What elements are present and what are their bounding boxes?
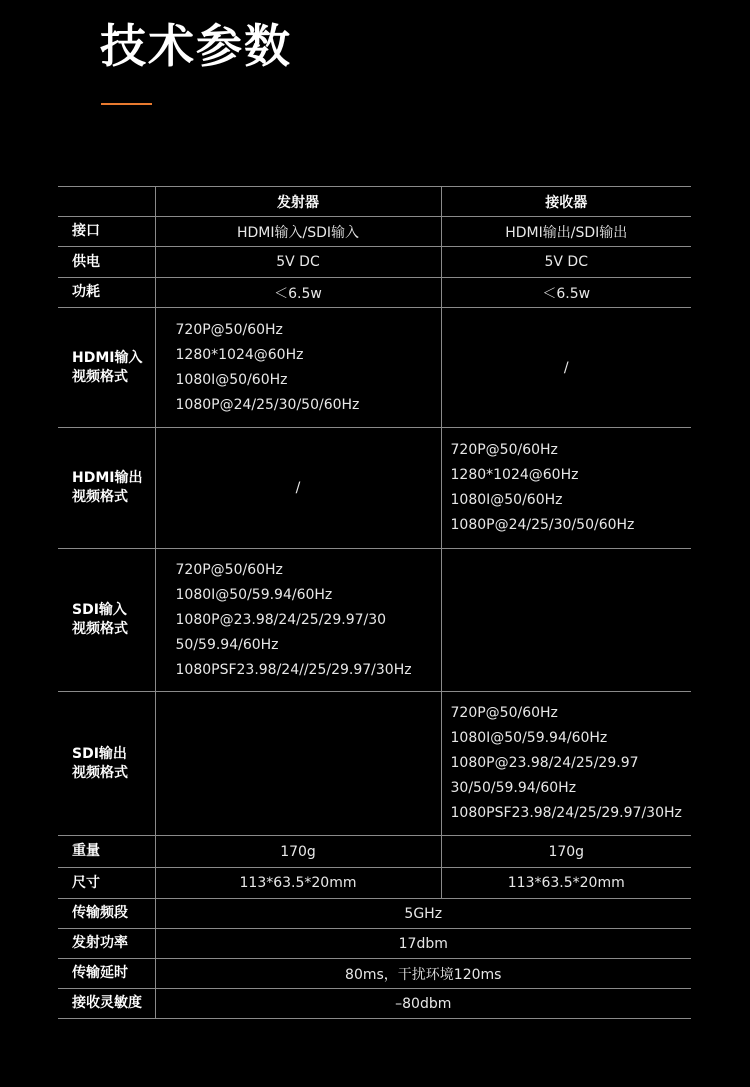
table-row xyxy=(58,989,691,1019)
format-line: 720P@50/60Hz xyxy=(450,705,558,721)
table-row xyxy=(58,428,691,549)
title-accent-line xyxy=(101,103,152,105)
sdi-in-rx xyxy=(441,549,691,692)
table-row xyxy=(58,959,691,989)
interface-rx: HDMI输出/SDI输出 xyxy=(441,217,691,247)
label-line: 视频格式 xyxy=(72,764,128,781)
row-label-weight: 重量 xyxy=(58,836,155,868)
table-row xyxy=(58,692,691,836)
row-label-sensitivity: 接收灵敏度 xyxy=(58,989,155,1019)
spec-table xyxy=(58,186,691,1019)
hdmi-in-rx: / xyxy=(441,308,691,428)
label-line: HDMI输出 xyxy=(72,470,143,486)
table-row xyxy=(58,868,691,899)
format-line: 1080P@24/25/30/50/60Hz xyxy=(450,517,635,533)
tx-power-value: 17dbm xyxy=(155,929,691,959)
row-label-size: 尺寸 xyxy=(58,868,155,899)
row-label-hdmi-out xyxy=(58,428,155,549)
table-row xyxy=(58,217,691,247)
format-line: 720P@50/60Hz xyxy=(450,442,558,458)
table-row xyxy=(58,549,691,692)
header-transmitter: 发射器 xyxy=(155,187,441,217)
size-tx: 113*63.5*20mm xyxy=(155,868,441,899)
format-line: 1080PSF23.98/24//25/29.97/30Hz xyxy=(175,661,412,678)
interface-tx: HDMI输入/SDI输入 xyxy=(155,217,441,247)
weight-rx: 170g xyxy=(441,836,691,868)
size-rx: 113*63.5*20mm xyxy=(441,868,691,899)
row-label-sdi-in xyxy=(58,549,155,692)
table-row xyxy=(58,278,691,308)
table-row xyxy=(58,899,691,929)
band-value: 5GHz xyxy=(155,899,691,929)
header-row xyxy=(58,187,691,217)
format-line: 30/50/59.94/60Hz xyxy=(450,780,577,796)
row-label-sdi-out xyxy=(58,692,155,836)
power-consumption-rx: ＜6.5w xyxy=(441,278,691,308)
row-label-hdmi-in xyxy=(58,308,155,428)
hdmi-out-tx: / xyxy=(155,428,441,549)
row-label-band: 传输频段 xyxy=(58,899,155,929)
sdi-out-rx-formats xyxy=(441,692,691,836)
latency-value: 80ms，干扰环境120ms xyxy=(155,959,691,989)
power-supply-tx: 5V DC xyxy=(155,247,441,278)
format-line: 1080PSF23.98/24/25/29.97/30Hz xyxy=(450,805,682,821)
format-line: 1280*1024@60Hz xyxy=(450,467,579,483)
format-line: 720P@50/60Hz xyxy=(175,321,283,338)
table-row xyxy=(58,929,691,959)
power-supply-rx: 5V DC xyxy=(441,247,691,278)
power-consumption-tx: ＜6.5w xyxy=(155,278,441,308)
format-line: 1280*1024@60Hz xyxy=(175,346,304,363)
sdi-in-tx-formats xyxy=(155,549,441,692)
format-line: 1080I@50/59.94/60Hz xyxy=(450,730,608,746)
row-label-latency: 传输延时 xyxy=(58,959,155,989)
label-line: 视频格式 xyxy=(72,368,128,385)
format-line: 50/59.94/60Hz xyxy=(175,636,279,653)
format-line: 1080I@50/59.94/60Hz xyxy=(175,586,333,603)
table-row xyxy=(58,247,691,278)
table-row xyxy=(58,836,691,868)
hdmi-out-rx-formats xyxy=(441,428,691,549)
format-line: 1080P@23.98/24/25/29.97/30 xyxy=(175,611,387,628)
format-line: 720P@50/60Hz xyxy=(175,561,283,578)
row-label-power-consumption: 功耗 xyxy=(58,278,155,308)
row-label-power-supply: 供电 xyxy=(58,247,155,278)
format-line: 1080P@23.98/24/25/29.97 xyxy=(450,755,639,771)
sensitivity-value: –80dbm xyxy=(155,989,691,1019)
header-corner xyxy=(58,187,155,217)
table-row xyxy=(58,308,691,428)
label-line: SDI输入 xyxy=(72,602,127,618)
label-line: 视频格式 xyxy=(72,621,128,637)
row-label-interface: 接口 xyxy=(58,217,155,247)
weight-tx: 170g xyxy=(155,836,441,868)
sdi-out-tx xyxy=(155,692,441,836)
format-line: 1080I@50/60Hz xyxy=(450,492,563,508)
hdmi-in-tx-formats xyxy=(155,308,441,428)
row-label-tx-power: 发射功率 xyxy=(58,929,155,959)
label-line: 视频格式 xyxy=(72,489,128,505)
label-line: SDI输出 xyxy=(72,745,127,762)
page-title: 技术参数 xyxy=(100,19,292,73)
format-line: 1080I@50/60Hz xyxy=(175,371,288,388)
header-receiver: 接收器 xyxy=(441,187,691,217)
format-line: 1080P@24/25/30/50/60Hz xyxy=(175,396,360,413)
label-line: HDMI输入 xyxy=(72,349,143,366)
